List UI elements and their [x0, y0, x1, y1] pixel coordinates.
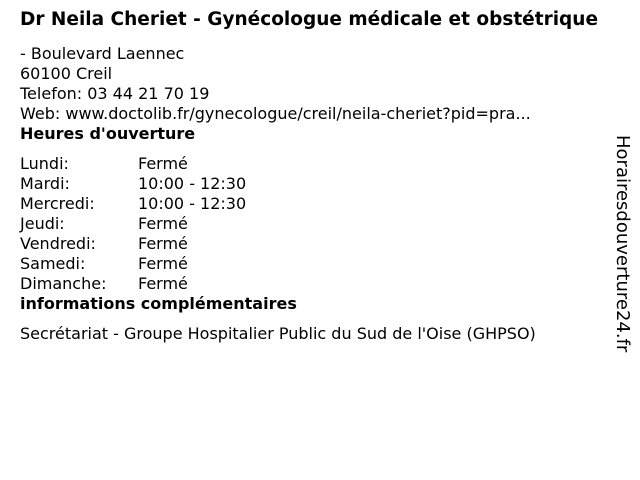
hours-day: Lundi:	[20, 154, 69, 173]
address-street: - Boulevard Laennec	[20, 44, 185, 63]
hours-time: Fermé	[138, 234, 188, 253]
opening-hours-heading: Heures d'ouverture	[20, 124, 196, 143]
hours-row	[20, 254, 246, 274]
website-link: Web: www.doctolib.fr/gynecologue/creil/neila-cheriet?pid=pra...	[20, 104, 531, 123]
hours-time: 10:00 - 12:30	[138, 194, 247, 213]
address-block	[20, 44, 610, 124]
hours-time: Fermé	[138, 214, 188, 233]
hours-time: 10:00 - 12:30	[138, 174, 247, 193]
listing-content	[20, 9, 610, 344]
hours-row	[20, 174, 246, 194]
hours-time: Fermé	[138, 254, 188, 273]
hours-day: Mercredi:	[20, 194, 95, 213]
opening-hours-table	[20, 154, 246, 294]
address-city: 60100 Creil	[20, 64, 113, 83]
page-title: Dr Neila Cheriet - Gynécologue médicale et obstétrique	[20, 9, 598, 30]
hours-day: Vendredi:	[20, 234, 96, 253]
additional-info-heading: informations complémentaires	[20, 294, 297, 313]
hours-row	[20, 194, 246, 214]
site-watermark: Horairesdouverture24.fr	[612, 135, 633, 353]
hours-time: Fermé	[138, 154, 188, 173]
hours-day: Jeudi:	[20, 214, 65, 233]
additional-info-text: Secrétariat - Groupe Hospitalier Public du Sud de l'Oise (GHPSO)	[20, 324, 536, 343]
hours-row	[20, 274, 246, 294]
hours-row	[20, 234, 246, 254]
hours-row	[20, 154, 246, 174]
hours-time: Fermé	[138, 274, 188, 293]
hours-day: Dimanche:	[20, 274, 107, 293]
hours-row	[20, 214, 246, 234]
hours-day: Mardi:	[20, 174, 70, 193]
hours-day: Samedi:	[20, 254, 86, 273]
phone-number: Telefon: 03 44 21 70 19	[20, 84, 210, 103]
